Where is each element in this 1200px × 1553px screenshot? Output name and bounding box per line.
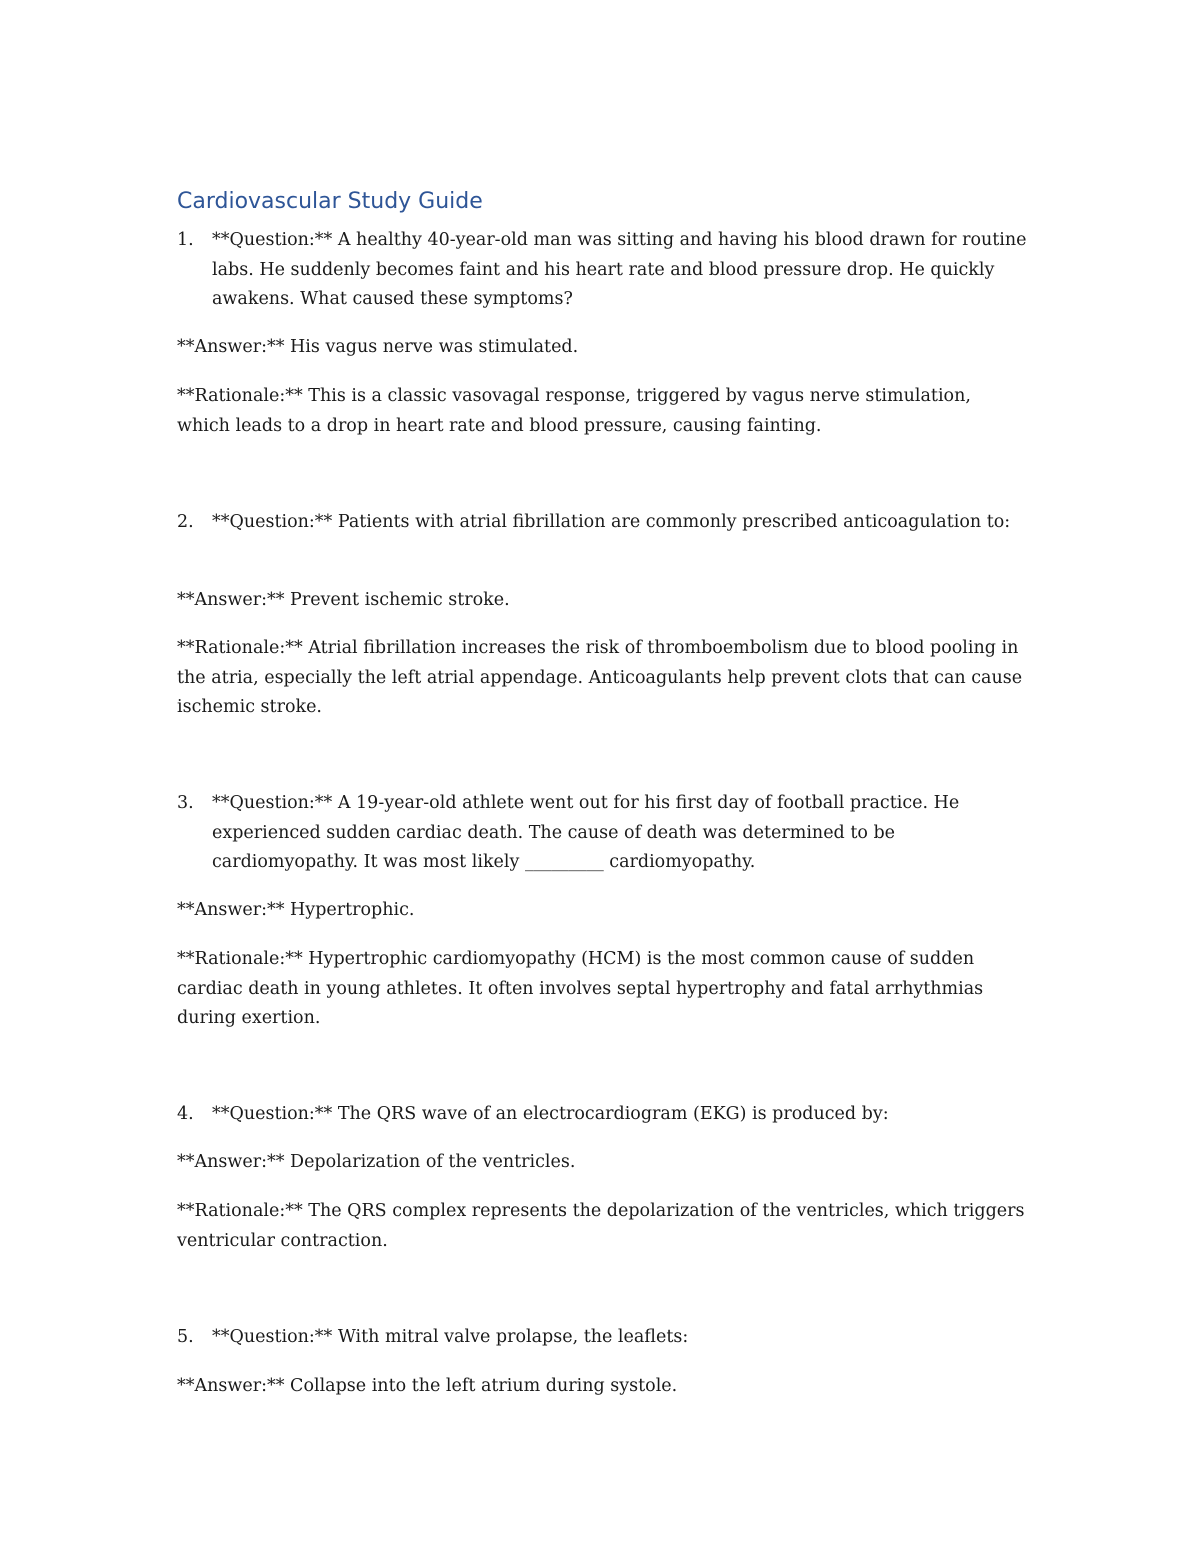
question-item-4 [177, 1100, 1037, 1130]
answer-text: **Answer:** Depolarization of the ventricles. [177, 1152, 576, 1172]
question-text: **Question:** With mitral valve prolapse, the leaflets: [212, 1327, 689, 1347]
question-item-5 [177, 1323, 1037, 1353]
question-text: **Question:** A healthy 40-year-old man was sitting and having his blood drawn for routine labs. He suddenly becomes faint and his heart rate and blood pressure drop. He quickly awakens. What caused these symptoms? [212, 230, 1027, 310]
question-item-2 [177, 508, 1037, 538]
answer-text: **Answer:** Collapse into the left atrium during systole. [177, 1376, 678, 1396]
question-text: **Question:** Patients with atrial fibrillation are commonly prescribed anticoagulation to: [212, 512, 1011, 532]
question-text: **Question:** A 19-year-old athlete went out for his first day of football practice. He experienced sudden cardiac death. The cause of death was determined to be cardiomyopathy. It was most likely _________ cardiomyopathy. [212, 793, 960, 873]
question-number: 5. [177, 1327, 194, 1347]
document-title: Cardiovascular Study Guide [177, 189, 483, 214]
answer-text: **Answer:** His vagus nerve was stimulated. [177, 337, 579, 357]
rationale-text: **Rationale:** The QRS complex represents the depolarization of the ventricles, which triggers ventricular contraction. [177, 1201, 1025, 1251]
rationale-text: **Rationale:** This is a classic vasovagal response, triggered by vagus nerve stimulation, which leads to a drop in heart rate and blood pressure, causing fainting. [177, 386, 971, 436]
question-item-1 [177, 226, 1037, 315]
rationale-text: **Rationale:** Hypertrophic cardiomyopathy (HCM) is the most common cause of sudden cardiac death in young athletes. It often involves septal hypertrophy and fatal arrhythmias during exertion. [177, 949, 984, 1029]
question-number: 1. [177, 230, 194, 250]
rationale-text: **Rationale:** Atrial fibrillation increases the risk of thromboembolism due to blood pooling in the atria, especially the left atrial appendage. Anticoagulants help prevent clots that can cause ischemic stroke. [177, 638, 1023, 718]
question-number: 3. [177, 793, 194, 813]
question-text: **Question:** The QRS wave of an electrocardiogram (EKG) is produced by: [212, 1104, 889, 1124]
answer-text: **Answer:** Prevent ischemic stroke. [177, 590, 510, 610]
question-number: 4. [177, 1104, 194, 1124]
question-number: 2. [177, 512, 194, 532]
question-item-3 [177, 789, 1037, 878]
answer-text: **Answer:** Hypertrophic. [177, 900, 415, 920]
